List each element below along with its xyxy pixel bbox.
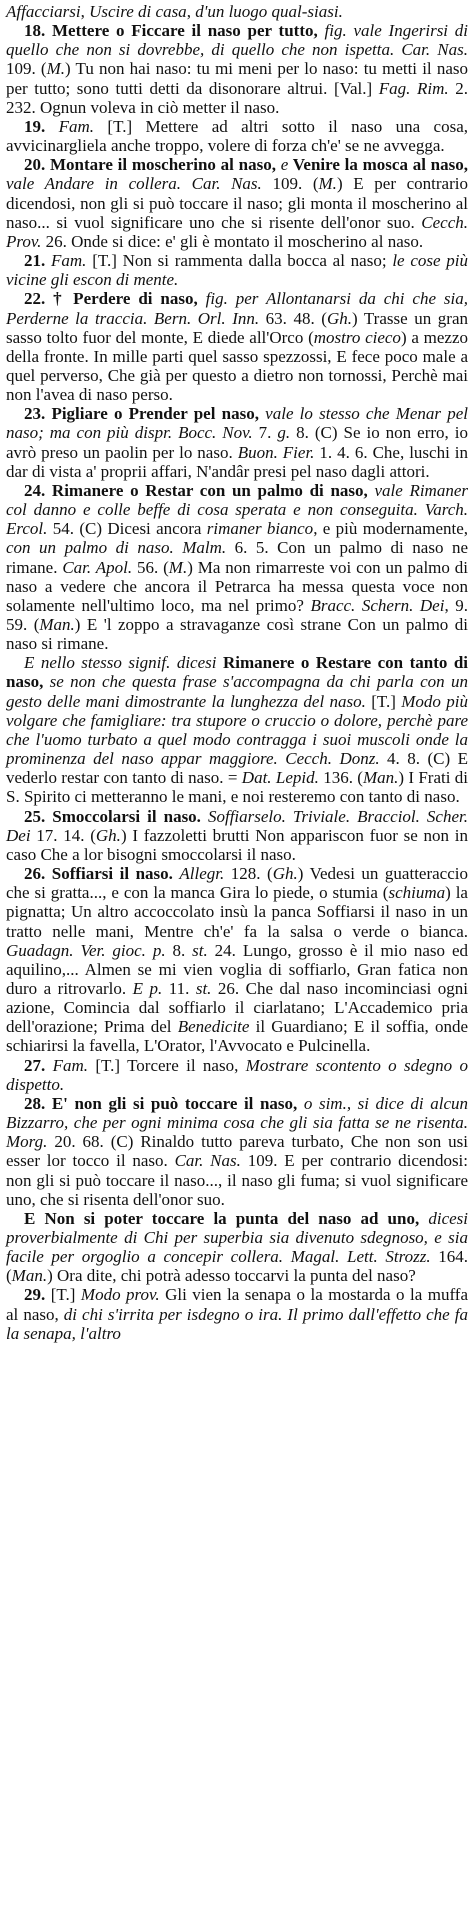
entry-paragraph bbox=[6, 807, 468, 864]
body-text: 63. 48. ( bbox=[259, 308, 327, 328]
body-text: ) a mezzo della fronte. In mille parti quel sasso spezzossi, E fece poco male a quel perverso, Che già per questo a dietro non tornossi, Perchè mai non l'avea di naso perso. bbox=[6, 327, 468, 405]
italic-text: Modo più volgare che famigliare: tra stupore o cruccio o dolore, perchè pare che l'uomo turbato a quel modo contragga i suoi muscoli onde la prominenza del naso appar maggiore. Cecch. Donz. bbox=[6, 691, 468, 769]
body-text: 54. (C) Dicesi ancora bbox=[47, 519, 207, 539]
headword-text: Rimanere o Restare con tanto di naso, bbox=[6, 653, 468, 692]
entry-paragraph bbox=[6, 155, 468, 251]
italic-text: fig. per Allontanarsi da chi che sia, Perderne la traccia. Bern. Orl. Inn. bbox=[6, 289, 468, 328]
body-text: 8. bbox=[165, 940, 193, 960]
body-text: 7. bbox=[252, 423, 278, 443]
body-text: ) Ora dite, chi potrà adesso toccarvi la punta del naso? bbox=[47, 1266, 416, 1286]
entry-paragraph bbox=[6, 404, 468, 481]
entry-paragraph bbox=[6, 117, 468, 155]
italic-text: st. bbox=[195, 978, 212, 998]
italic-text: Bracc. Schern. Dei bbox=[310, 595, 445, 615]
italic-text: Fag. Rim. bbox=[378, 78, 449, 98]
body-text: 24. Lungo, grosso è il mio naso ed aquilino,... Almen se mi vien voglia di soffiarlo, Gran fatica non duro a ritrovarlo. bbox=[6, 940, 469, 998]
italic-text: vale Andare in collera. Car. Nas. bbox=[6, 174, 262, 194]
body-text: 20. 68. (C) Rinaldo tutto pareva turbato, Che non son usi esser lor tocco il naso. bbox=[6, 1132, 468, 1171]
body-text: [T.] Mettere ad altri sotto il naso una cosa, avvicinargliela anche troppo, volere di forza ch'e' se ne avvegga. bbox=[6, 116, 468, 156]
entry-paragraph bbox=[6, 653, 468, 806]
entry-paragraph bbox=[6, 1056, 468, 1094]
italic-text: Gh. bbox=[326, 308, 352, 328]
body-text: 109. E per contrario dicendosi: non gli si può toccare il naso..., il naso gli fuma; si vuol significare uno, che si risenta dell'onor suo. bbox=[6, 1151, 469, 1209]
body-text: 136. ( bbox=[318, 768, 363, 788]
italic-text: rimaner bianco bbox=[206, 519, 314, 539]
body-text: il Guardiano; E il soffia, onde schiarirsi la favella, L'Orator, l'Avvocato e Pulcinella. bbox=[6, 1017, 468, 1056]
entry-paragraph bbox=[6, 289, 468, 404]
body-text: ) E per contrario dicendosi, non gli si può toccare il naso; gli monta il moscherino al naso... si vuol significare uno che si risente dell'onor suo. bbox=[6, 174, 468, 232]
headword-text: 29. bbox=[24, 1285, 51, 1305]
body-text: , bbox=[80, 2, 90, 21]
body-text: [T.] Torcere il naso, bbox=[88, 1055, 246, 1075]
entry-paragraph bbox=[6, 251, 468, 289]
italic-text: mostro cieco bbox=[313, 327, 401, 347]
italic-text: Allegr. bbox=[179, 864, 225, 884]
body-text: , bbox=[186, 2, 196, 21]
entry-paragraph bbox=[6, 1094, 468, 1209]
italic-text: vale lo stesso che Menar pel naso; ma con più dispr. Bocc. Nov. bbox=[6, 404, 468, 443]
body-text: 11. bbox=[162, 978, 196, 998]
italic-text: con un palmo di naso. Malm. bbox=[6, 538, 227, 558]
body-text: ) Vedesi un guatteraccio che si gratta..., e con la manca Gira lo piede, o stumia ( bbox=[6, 864, 468, 903]
headword-text: 24. Rimanere o Restar con un palmo di naso, bbox=[24, 480, 375, 500]
headword-text: 22. † Perdere di naso, bbox=[24, 289, 206, 309]
italic-text: Modo prov. bbox=[80, 1285, 160, 1305]
italic-text: le cose più vicine gli escon di mente. bbox=[6, 251, 469, 290]
italic-text: Car. Nas. bbox=[174, 1151, 241, 1171]
italic-text: Man. bbox=[11, 1266, 48, 1286]
body-text: 164. ( bbox=[6, 1247, 468, 1286]
italic-text: Guadagn. Ver. gioc. p. bbox=[6, 940, 166, 960]
italic-text: Mostrare scontento o sdegno o dispetto. bbox=[6, 1055, 469, 1094]
italic-text: Fam. bbox=[52, 1055, 89, 1075]
headword-text: 27. bbox=[24, 1055, 53, 1075]
italic-text: vale Rimaner col danno e colle beffe di cosa sperata e non conseguita. Varch. Ercol. bbox=[6, 480, 468, 539]
body-text: , 9. 59. ( bbox=[6, 595, 469, 634]
italic-text: Soffiarselo. Triviale. Bracciol. Scher. Dei bbox=[6, 806, 468, 845]
italic-text: Benedicite bbox=[177, 1017, 250, 1037]
italic-text: Man. bbox=[362, 768, 399, 788]
headword-text: 28. E' non gli si può toccare il naso, bbox=[24, 1093, 304, 1113]
italic-text: E nello stesso signif. dicesi bbox=[24, 653, 217, 673]
headword-text: E Non si poter toccare la punta del naso ad uno, bbox=[24, 1208, 429, 1228]
headword-text: 25. Smoccolarsi il naso. bbox=[24, 806, 208, 826]
italic-text: di chi s'irrita per isdegno o ira. Il primo dall'effetto che fa la senapa, l'altro bbox=[6, 1304, 468, 1343]
italic-text: se non che questa frase s'accompagna da chi parla con un gesto delle mani dimostrante la lunghezza del naso. bbox=[6, 672, 468, 711]
headword-text: 18. Mettere o Ficcare il naso per tutto, bbox=[24, 21, 325, 41]
italic-text: Fam. bbox=[58, 116, 95, 136]
italic-text: Buon. Fier. bbox=[237, 442, 315, 462]
body-text: [T.] bbox=[50, 1285, 81, 1305]
body-text: ) Ma non rimarreste voi con un palmo di naso a vedere che ancora il Petrarca ha messa questa voce non solamente nell'ultimo loco, ma nel primo? bbox=[6, 557, 469, 615]
body-text: ) la pignatta; Un altro accoccolato insù la panca Soffiarsi il naso in un tratto nelle mani, Mentre ch'e' fa la salsa o verde o bianca. bbox=[6, 883, 468, 941]
entry-paragraph bbox=[6, 481, 468, 653]
headword-text: 19. bbox=[24, 116, 59, 136]
italic-text: d'un luogo qual-siasi. bbox=[195, 2, 343, 21]
body-text: 128. ( bbox=[224, 864, 273, 884]
headword-text: 21. bbox=[24, 251, 52, 271]
italic-text: Affacciarsi bbox=[6, 2, 81, 21]
body-text: 109. ( bbox=[261, 174, 319, 194]
body-text: ) I fazzoletti brutti Non appariscon fuor se non in caso Che a lor bisogni smoccolarsi il naso. bbox=[6, 825, 468, 864]
italic-text: Uscire di casa bbox=[89, 2, 187, 21]
body-text: ) E 'l zoppo a stravaganze così strane Con un palmo di naso si rimane. bbox=[6, 615, 468, 654]
italic-text: st. bbox=[192, 940, 208, 960]
headword-text: 20. Montare il moscherino al naso, bbox=[24, 155, 281, 175]
body-text: ) Tu non hai naso: tu mi meni per lo naso: tu metti il naso per tutto; sono tutti detti da disonorare altrui. [Val.] bbox=[6, 59, 468, 98]
entry-paragraph bbox=[6, 864, 468, 1056]
entry-continuation bbox=[6, 2, 468, 21]
italic-text: Gh. bbox=[95, 825, 121, 845]
entry-paragraph bbox=[6, 1285, 468, 1342]
entry-paragraph bbox=[6, 1209, 468, 1286]
headword-text: Venire la mosca al naso, bbox=[288, 155, 468, 175]
body-text: 6. 5. Con un palmo di naso ne rimane. bbox=[6, 538, 469, 577]
italic-text: E p. bbox=[132, 978, 163, 998]
body-text: 17. 14. ( bbox=[30, 825, 96, 845]
italic-text: dicesi proverbialmente di Chi per superbia sia divenuto sdegnoso, e sia facile per orgoglio a concepir collera. Magal. Lett. Strozz. bbox=[6, 1208, 468, 1267]
italic-text: Car. Apol. bbox=[62, 557, 133, 577]
italic-text: Fam. bbox=[51, 251, 87, 271]
italic-text: e bbox=[280, 155, 289, 175]
body-text: 1. 4. 6. Che, luschi in dar di vista a' proprii affari, N'andâr presi pel naso dagli attori. bbox=[6, 442, 468, 481]
entry-paragraph bbox=[6, 21, 468, 117]
italic-text: Dat. Lepid. bbox=[241, 768, 319, 788]
italic-text: o sim., si dice di alcun Bizzarro, che per ogni minima cosa che gli sia fatta se ne risenta. Morg. bbox=[6, 1093, 468, 1152]
italic-text: schiuma bbox=[388, 883, 446, 903]
body-text: , e più modernamente, bbox=[313, 519, 469, 539]
body-text: [T.] Non si rammenta dalla bocca al naso; bbox=[86, 251, 393, 271]
body-text: 26. Che dal naso incominciasi ogni azione, Comincia dal soffiarlo il ciarlatano; L'Accademico pria dell'orazione; Prima del bbox=[6, 978, 469, 1037]
headword-text: 23. Pigliare o Prender pel naso, bbox=[24, 404, 266, 424]
italic-text: Cecch. Prov. bbox=[6, 212, 468, 251]
italic-text: Man. bbox=[39, 615, 75, 634]
body-text: 26. Onde si dice: e' gli è montato il moscherino al naso. bbox=[41, 231, 424, 251]
body-text: ) Trasse un gran sasso tolto fuor del monte, E diede all'Orco ( bbox=[6, 308, 468, 347]
body-text: [T.] bbox=[365, 691, 402, 711]
body-text: 8. (C) Se io non erro, io avrò preso un paolin per lo naso. bbox=[6, 423, 468, 462]
italic-text: g. bbox=[277, 423, 291, 443]
italic-text: M. bbox=[318, 174, 337, 194]
italic-text: M. bbox=[168, 557, 188, 577]
body-text: 56. ( bbox=[132, 557, 169, 577]
italic-text: M. bbox=[46, 59, 66, 79]
body-text: 109. ( bbox=[6, 59, 47, 79]
body-text: 4. 8. (C) E vederlo restar con tanto di naso. = bbox=[6, 749, 469, 788]
italic-text: Gh. bbox=[272, 864, 298, 884]
body-text: 2. 232. Ognun voleva in ciò metter il naso. bbox=[6, 78, 468, 117]
italic-text: fig. vale Ingerirsi di quello che non si dovrebbe, di quello che non ispetta. Car. Nas. bbox=[6, 21, 469, 60]
headword-text: 26. Soffiarsi il naso. bbox=[24, 864, 180, 884]
body-text: ) I Frati di S. Spirito ci metteranno le mani, e noi resteremo con tanto di naso. bbox=[6, 768, 468, 807]
body-text: Gli vien la senapa o la mostarda o la muffa al naso, bbox=[6, 1285, 469, 1324]
